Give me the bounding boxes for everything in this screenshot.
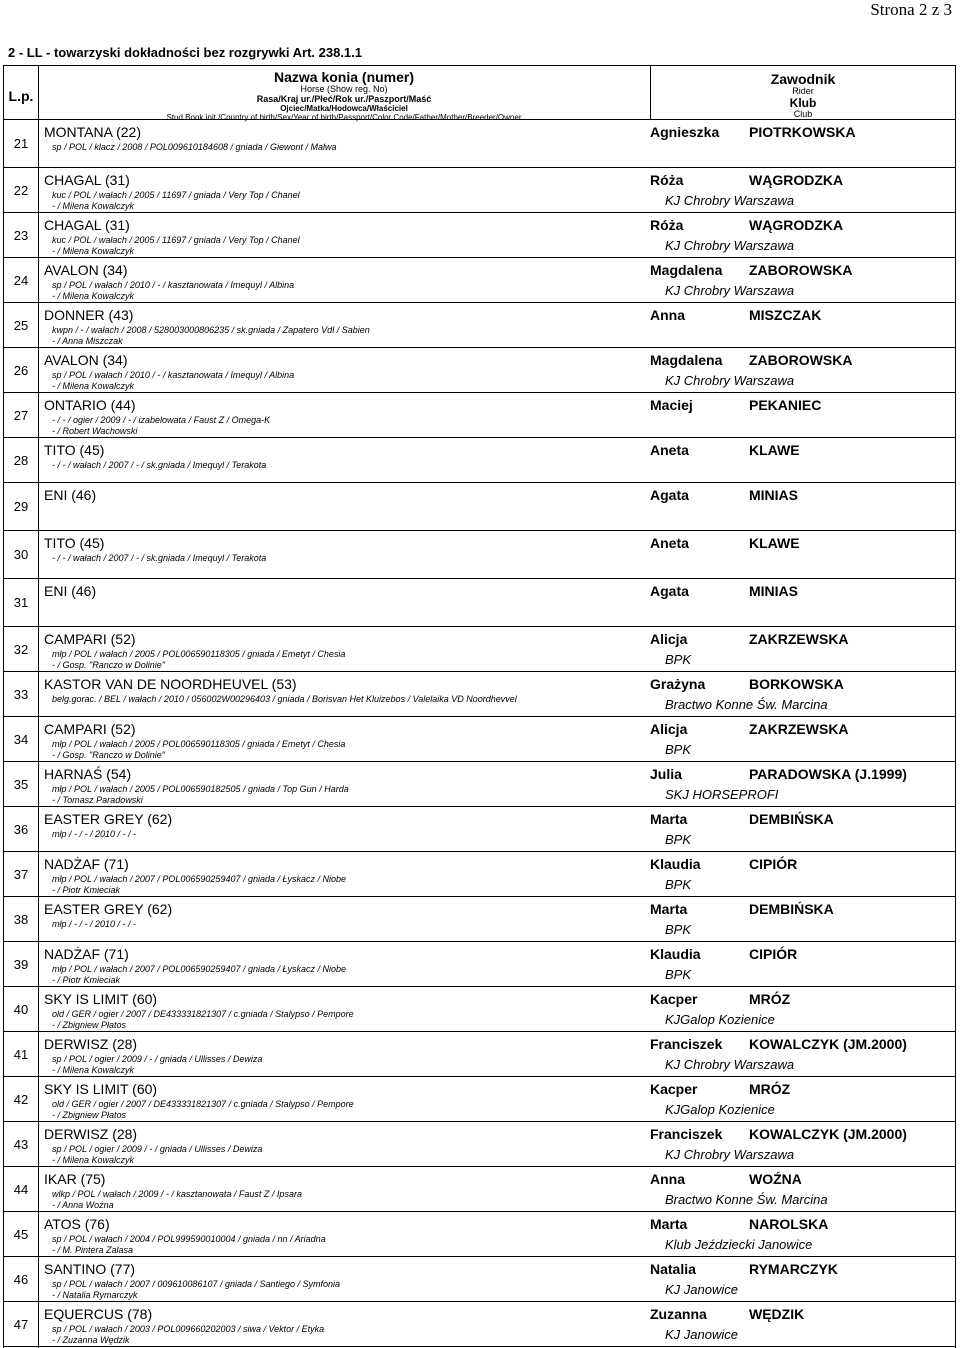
table-row xyxy=(4,627,955,672)
row-lp: 29 xyxy=(13,499,29,514)
rider-first-name: Aneta xyxy=(650,535,689,551)
horse-owner: - / M. Pintera Zalasa xyxy=(52,1245,134,1255)
row-lp: 31 xyxy=(13,595,29,610)
table-row xyxy=(4,303,955,348)
rider-last-name: KLAWE xyxy=(749,535,800,551)
rider-club: KJ Chrobry Warszawa xyxy=(665,193,795,208)
rider-last-name: KLAWE xyxy=(749,442,800,458)
horse-name: EQUERCUS (78) xyxy=(44,1306,153,1322)
rider-first-name: Marta xyxy=(650,901,688,917)
rider-last-name: WĄGRODZKA xyxy=(749,217,844,233)
table-row xyxy=(4,852,955,897)
row-lp: 28 xyxy=(13,452,29,468)
rider-club: KJGalop Kozienice xyxy=(665,1012,775,1027)
table-row xyxy=(4,1257,955,1302)
rider-last-name: MRÓZ xyxy=(749,1081,791,1097)
rider-last-name: MINIAS xyxy=(749,487,798,503)
horse-name: ONTARIO (44) xyxy=(44,397,136,413)
row-lp: 37 xyxy=(13,866,29,882)
table-row xyxy=(4,717,955,762)
horse-details: belg.gorac. / BEL / wałach / 2010 / 056002W00296403 / gniada / Borisvan Het Kluizebos / Valelaika VD Noordhevvel xyxy=(52,694,517,704)
header-horse-parents: Ojciec/Matka/Hodowca/Właściciel xyxy=(280,104,408,114)
horse-details: młp / - / - / 2010 / - / - xyxy=(52,919,137,929)
horse-details: sp / POL / wałach / 2007 / 009610086107 / gniada / Santiego / Symfonia xyxy=(52,1279,341,1289)
horse-details: młp / POL / wałach / 2005 / POL006590182505 / gniada / Top Gun / Harda xyxy=(52,784,349,794)
horse-name: CAMPARI (52) xyxy=(44,631,136,647)
rider-last-name: PIOTRKOWSKA xyxy=(749,124,856,140)
rider-first-name: Kacper xyxy=(650,991,698,1007)
row-lp: 43 xyxy=(13,1136,29,1152)
row-lp: 27 xyxy=(13,407,29,423)
row-lp: 36 xyxy=(13,821,29,837)
horse-name: TITO (45) xyxy=(44,535,105,551)
table-row xyxy=(4,807,955,852)
rider-last-name: ZABOROWSKA xyxy=(749,262,853,278)
rider-first-name: Marta xyxy=(650,1216,688,1232)
rider-club: BPK xyxy=(665,832,692,847)
horse-details: kuc / POL / wałach / 2005 / 11697 / gniada / Very Top / Chanel xyxy=(52,190,300,200)
horse-owner: - / Gosp. "Ranczo w Dolinie" xyxy=(52,750,165,760)
table-row xyxy=(4,942,955,987)
rider-last-name: ZAKRZEWSKA xyxy=(749,721,849,737)
rider-last-name: MINIAS xyxy=(749,583,798,599)
horse-owner: - / Tomasz Paradowski xyxy=(52,795,143,805)
rider-last-name: MISZCZAK xyxy=(749,307,822,323)
horse-details: młp / POL / wałach / 2007 / POL006590259407 / gniada / Łyskacz / Niobe xyxy=(52,874,347,884)
horse-details: sp / POL / ogier / 2009 / - / gniada / Ullisses / Dewiza xyxy=(52,1054,263,1064)
table-body xyxy=(4,120,955,1347)
horse-owner: - / Zbigniew Płatos xyxy=(52,1020,127,1030)
row-lp: 40 xyxy=(13,1001,29,1017)
rider-first-name: Julia xyxy=(650,766,682,782)
rider-club: Bractwo Konne Św. Marcina xyxy=(665,697,828,712)
horse-name: HARNAŚ (54) xyxy=(44,766,132,782)
rider-club: KJ Chrobry Warszawa xyxy=(665,1147,795,1162)
horse-details: - / - / wałach / 2007 / - / sk.gniada / Imequyl / Terakota xyxy=(52,553,267,563)
rider-first-name: Klaudia xyxy=(650,856,701,872)
horse-name: DERWISZ (28) xyxy=(44,1126,138,1142)
table-row xyxy=(4,531,955,579)
horse-details: sp / POL / wałach / 2003 / POL009660202003 / siwa / Vektor / Etyka xyxy=(52,1324,325,1334)
start-list-table xyxy=(3,65,956,1348)
header-horse-fields: Rasa/Kraj ur./Płeć/Rok ur./Paszport/Maść xyxy=(256,94,432,105)
rider-club: KJ Janowice xyxy=(665,1327,738,1342)
header-club-en: Club xyxy=(793,109,813,120)
row-lp: 44 xyxy=(13,1181,29,1197)
rider-club: Klub Jeździecki Janowice xyxy=(665,1237,813,1252)
page-number: Strona 2 z 3 xyxy=(870,0,952,19)
rider-first-name: Magdalena xyxy=(650,352,723,368)
rider-first-name: Zuzanna xyxy=(650,1306,707,1322)
rider-last-name: PARADOWSKA (J.1999) xyxy=(749,766,907,782)
row-lp: 41 xyxy=(13,1046,29,1062)
horse-name: SKY IS LIMIT (60) xyxy=(44,991,158,1007)
table-row xyxy=(4,1077,955,1122)
event-title: 2 - LL - towarzyski dokładności bez rozgrywki Art. 238.1.1 xyxy=(8,45,362,60)
table-row xyxy=(4,483,955,531)
table-row xyxy=(4,1167,955,1212)
table-row xyxy=(4,1212,955,1257)
header-rider xyxy=(651,72,955,120)
horse-name: ENI (46) xyxy=(44,583,97,599)
horse-details: - / - / wałach / 2007 / - / sk.gniada / Imequyl / Terakota xyxy=(52,460,267,470)
horse-owner: - / Milena Kowalczyk xyxy=(52,246,135,256)
rider-first-name: Anna xyxy=(650,307,685,323)
rider-club: BPK xyxy=(665,652,692,667)
horse-owner: - / Robert Wachowski xyxy=(52,426,138,436)
table-row xyxy=(4,672,955,717)
horse-name: SKY IS LIMIT (60) xyxy=(44,1081,158,1097)
row-lp: 23 xyxy=(13,227,29,243)
horse-name: CHAGAL (31) xyxy=(44,172,130,188)
rider-first-name: Franciszek xyxy=(650,1036,723,1052)
rider-first-name: Natalia xyxy=(650,1261,696,1277)
horse-owner: - / Milena Kowalczyk xyxy=(52,1065,135,1075)
rider-last-name: KOWALCZYK (JM.2000) xyxy=(749,1036,907,1052)
row-lp: 22 xyxy=(13,182,29,198)
rider-first-name: Franciszek xyxy=(650,1126,723,1142)
row-lp: 24 xyxy=(13,272,29,288)
table-row xyxy=(4,258,955,303)
rider-first-name: Agata xyxy=(650,487,689,503)
horse-details: sp / POL / wałach / 2010 / - / kasztanowata / Imequyl / Albina xyxy=(52,370,295,380)
rider-last-name: CIPIÓR xyxy=(749,856,798,872)
horse-owner: - / Milena Kowalczyk xyxy=(52,381,135,391)
rider-club: BPK xyxy=(665,922,692,937)
rider-club: KJGalop Kozienice xyxy=(665,1102,775,1117)
rider-last-name: ZABOROWSKA xyxy=(749,352,853,368)
row-lp: 21 xyxy=(13,136,29,151)
rider-last-name: MRÓZ xyxy=(749,991,791,1007)
table-row xyxy=(4,1122,955,1167)
table-row xyxy=(4,897,955,942)
horse-name: NADŻAF (71) xyxy=(44,856,129,872)
horse-details: młp / POL / wałach / 2005 / POL006590118305 / gniada / Emetyt / Chesia xyxy=(52,649,346,659)
table-row xyxy=(4,1302,955,1347)
horse-owner: - / Zbigniew Płatos xyxy=(52,1110,127,1120)
rider-last-name: WĄGRODZKA xyxy=(749,172,844,188)
horse-name: IKAR (75) xyxy=(44,1171,106,1187)
rider-first-name: Grażyna xyxy=(650,676,706,692)
row-lp: 47 xyxy=(13,1316,29,1332)
horse-name: DERWISZ (28) xyxy=(44,1036,138,1052)
horse-details: old / GER / ogier / 2007 / DE433331821307 / c.gniada / Stalypso / Pempore xyxy=(52,1099,354,1109)
row-lp: 46 xyxy=(13,1271,29,1287)
rider-last-name: DEMBIŃSKA xyxy=(749,901,834,917)
horse-owner: - / Anna Wożna xyxy=(52,1200,114,1210)
rider-last-name: BORKOWSKA xyxy=(749,676,844,692)
horse-owner: - / Piotr Kmieciak xyxy=(52,885,121,895)
row-lp: 26 xyxy=(13,362,29,378)
horse-name: AVALON (34) xyxy=(44,352,128,368)
horse-details: sp / POL / ogier / 2009 / - / gniada / Ullisses / Dewiza xyxy=(52,1144,263,1154)
horse-name: TITO (45) xyxy=(44,442,105,458)
rider-first-name: Róża xyxy=(650,172,684,188)
horse-name: KASTOR VAN DE NOORDHEUVEL (53) xyxy=(44,676,297,692)
horse-details: kuc / POL / wałach / 2005 / 11697 / gniada / Very Top / Chanel xyxy=(52,235,300,245)
horse-name: NADŻAF (71) xyxy=(44,946,129,962)
horse-details: sp / POL / wałach / 2004 / POL999590010004 / gniada / nn / Ariadna xyxy=(52,1234,326,1244)
rider-first-name: Alicja xyxy=(650,721,688,737)
horse-name: AVALON (34) xyxy=(44,262,128,278)
rider-club: BPK xyxy=(665,967,692,982)
row-lp: 33 xyxy=(13,686,29,702)
rider-first-name: Aneta xyxy=(650,442,689,458)
rider-club: SKJ HORSEPROFI xyxy=(665,787,779,802)
rider-first-name: Róża xyxy=(650,217,684,233)
horse-name: CHAGAL (31) xyxy=(44,217,130,233)
rider-last-name: WĘDZIK xyxy=(749,1306,805,1322)
rider-club: BPK xyxy=(665,742,692,757)
table-row xyxy=(4,438,955,483)
rider-first-name: Agata xyxy=(650,583,689,599)
rider-first-name: Marta xyxy=(650,811,688,827)
horse-details: młp / POL / wałach / 2007 / POL006590259407 / gniada / Łyskacz / Niobe xyxy=(52,964,347,974)
row-lp: 34 xyxy=(13,731,29,747)
rider-club: KJ Chrobry Warszawa xyxy=(665,373,795,388)
rider-club: KJ Janowice xyxy=(665,1282,738,1297)
row-lp: 45 xyxy=(13,1226,29,1242)
rider-club: KJ Chrobry Warszawa xyxy=(665,283,795,298)
horse-details: sp / POL / wałach / 2010 / - / kasztanowata / Imequyl / Albina xyxy=(52,280,295,290)
table-row xyxy=(4,120,955,168)
rider-first-name: Maciej xyxy=(650,397,693,413)
rider-last-name: DEMBIŃSKA xyxy=(749,811,834,827)
rider-club: Bractwo Konne Św. Marcina xyxy=(665,1192,828,1207)
rider-club: KJ Chrobry Warszawa xyxy=(665,1057,795,1072)
horse-owner: - / Milena Kowalczyk xyxy=(52,201,135,211)
rider-last-name: ZAKRZEWSKA xyxy=(749,631,849,647)
horse-name: ATOS (76) xyxy=(44,1216,110,1232)
header-rider-en: Rider xyxy=(792,86,814,97)
rider-first-name: Kacper xyxy=(650,1081,698,1097)
row-lp: 35 xyxy=(13,776,29,792)
row-lp: 39 xyxy=(13,956,29,972)
header-lp: L.p. xyxy=(8,88,34,104)
row-lp: 42 xyxy=(13,1091,29,1107)
horse-owner: - / Zuzanna Wędzik xyxy=(52,1335,130,1345)
rider-last-name: NAROLSKA xyxy=(749,1216,829,1232)
rider-club: BPK xyxy=(665,877,692,892)
horse-owner: - / Milena Kowalczyk xyxy=(52,291,135,301)
horse-name: EASTER GREY (62) xyxy=(44,901,173,917)
rider-first-name: Agnieszka xyxy=(650,124,720,140)
horse-owner: - / Milena Kowalczyk xyxy=(52,1155,135,1165)
horse-details: sp / POL / klacz / 2008 / POL009610184608 / gniada / Giewont / Malwa xyxy=(52,142,337,152)
horse-name: MONTANA (22) xyxy=(44,124,141,140)
rider-last-name: RYMARCZYK xyxy=(749,1261,838,1277)
header-horse-title: Nazwa konia (numer) xyxy=(273,69,415,85)
table-row xyxy=(4,579,955,627)
rider-first-name: Magdalena xyxy=(650,262,723,278)
horse-name: ENI (46) xyxy=(44,487,97,503)
header-rider-title: Zawodnik xyxy=(770,71,836,87)
horse-name: DONNER (43) xyxy=(44,307,134,323)
row-lp: 32 xyxy=(13,641,29,657)
rider-first-name: Anna xyxy=(650,1171,685,1187)
horse-name: CAMPARI (52) xyxy=(44,721,136,737)
header-horse xyxy=(38,70,650,123)
table-row xyxy=(4,1032,955,1077)
table-row xyxy=(4,393,955,438)
horse-details: młp / POL / wałach / 2005 / POL006590118305 / gniada / Emetyt / Chesia xyxy=(52,739,346,749)
horse-details: old / GER / ogier / 2007 / DE433331821307 / c.gniada / Stalypso / Pempore xyxy=(52,1009,354,1019)
rider-last-name: KOWALCZYK (JM.2000) xyxy=(749,1126,907,1142)
rider-club: KJ Chrobry Warszawa xyxy=(665,238,795,253)
horse-owner: - / Anna Miszczak xyxy=(52,336,123,346)
horse-owner: - / Natalia Rymarczyk xyxy=(52,1290,138,1300)
rider-last-name: CIPIÓR xyxy=(749,946,798,962)
header-club-title: Klub xyxy=(789,96,817,111)
horse-name: EASTER GREY (62) xyxy=(44,811,173,827)
table-header xyxy=(4,66,955,120)
horse-details: kwpn / - / wałach / 2008 / 528003000806235 / sk.gniada / Zapatero Vdl / Sabien xyxy=(52,325,370,335)
horse-owner: - / Piotr Kmieciak xyxy=(52,975,121,985)
horse-name: SANTINO (77) xyxy=(44,1261,136,1277)
header-horse-en: Horse (Show reg. No) xyxy=(300,84,388,95)
header-horse-fields-en: Stud Book init./Country of birth/Sex/Year of birth/Passport/Color Code/Father/Mother/Breeder/Owner xyxy=(166,112,522,122)
table-row xyxy=(4,348,955,393)
horse-details: młp / - / - / 2010 / - / - xyxy=(52,829,137,839)
row-lp: 30 xyxy=(13,547,29,562)
rider-last-name: PEKANIEC xyxy=(749,397,822,413)
row-lp: 38 xyxy=(13,911,29,927)
table-row xyxy=(4,168,955,213)
rider-first-name: Klaudia xyxy=(650,946,701,962)
horse-owner: - / Gosp. "Ranczo w Dolinie" xyxy=(52,660,165,670)
row-lp: 25 xyxy=(13,317,29,333)
horse-details: - / - / ogier / 2009 / - / izabelowata / Faust Z / Omega-K xyxy=(52,415,271,425)
table-row xyxy=(4,213,955,258)
rider-first-name: Alicja xyxy=(650,631,688,647)
table-row xyxy=(4,987,955,1032)
rider-last-name: WOŹNA xyxy=(749,1171,802,1187)
horse-details: wlkp / POL / wałach / 2009 / - / kasztanowata / Faust Z / Ipsara xyxy=(52,1189,302,1199)
table-row xyxy=(4,762,955,807)
